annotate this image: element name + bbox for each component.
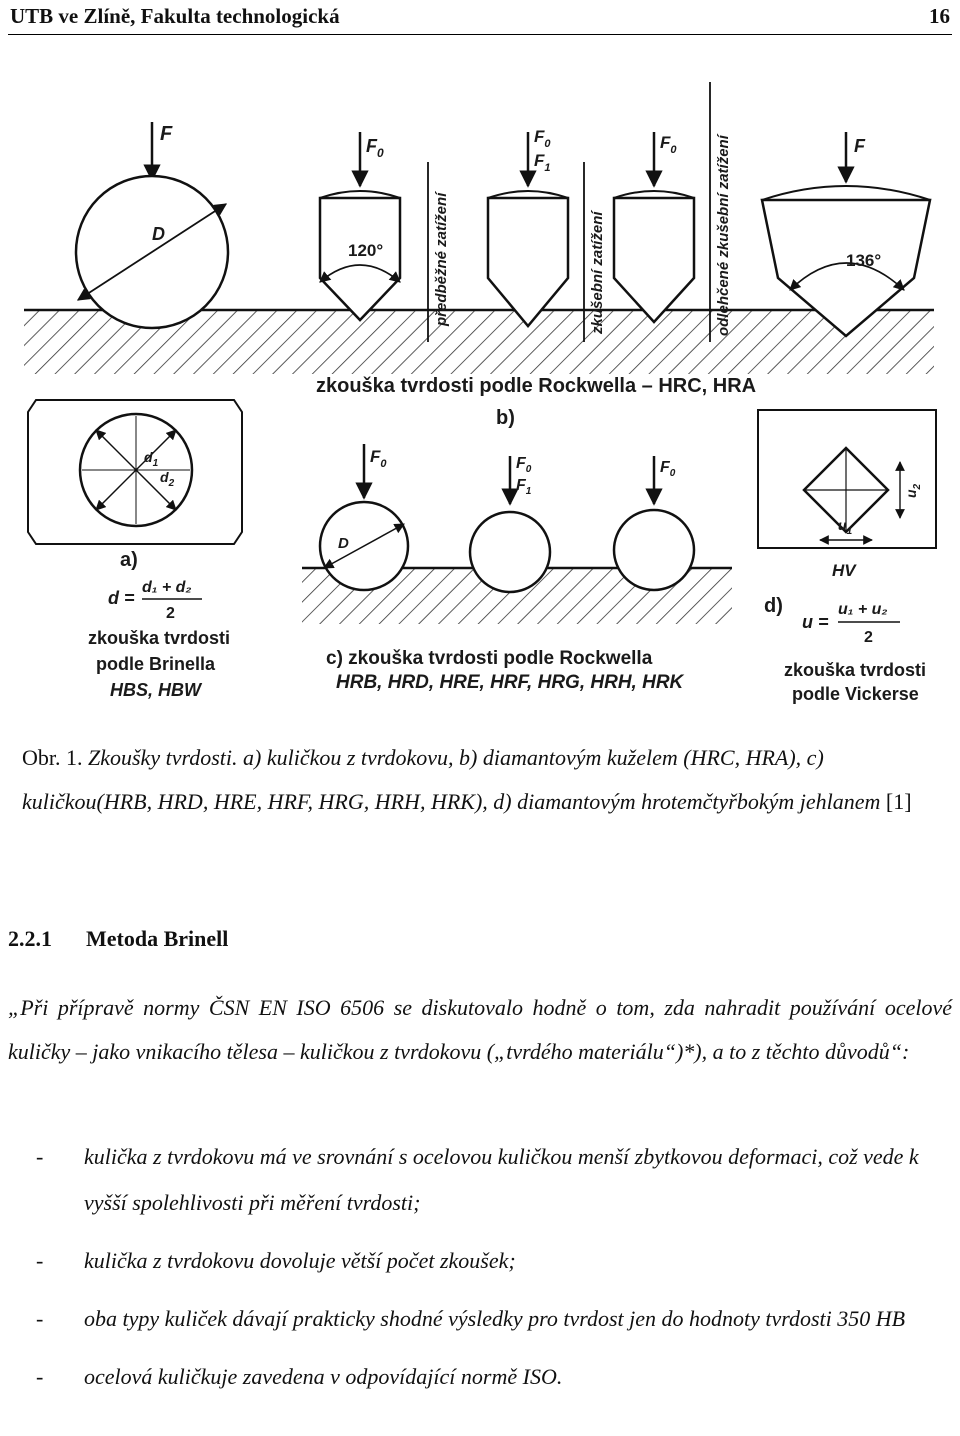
panel-c-line1: c) zkouška tvrdosti podle Rockwella <box>326 648 653 669</box>
svg-text:d2: $d_2$ <box>160 469 175 489</box>
label-F1-c2: F <box>516 477 526 494</box>
svg-text:F0: $F_0$ <box>534 127 551 150</box>
section-number: 2.2.1 <box>8 926 52 951</box>
panel-a-line2: podle Brinella <box>96 654 216 674</box>
svg-text:F0: $F_0$ <box>370 447 387 470</box>
list-dash: - <box>36 1306 44 1331</box>
panel-d-formula-den: 2 <box>864 629 873 646</box>
label-u1: u <box>838 517 847 533</box>
list-item <box>8 1296 952 1342</box>
svg-text:u2: $u_2$ <box>903 483 923 498</box>
panel-d-letter: d) <box>764 595 783 617</box>
label-F0-c2: F <box>516 455 526 472</box>
label-u2: u <box>903 489 919 498</box>
list-item-text: kulička z tvrdokovu má ve srovnání s ocelovou kuličkou menší zbytkovou deformaci, což vede k vyšší spolehlivosti při měření tvrdosti; <box>84 1144 919 1215</box>
hardness-tests-figure <box>20 52 954 712</box>
caption-ref: [1] <box>880 789 912 814</box>
angle-120: 120° <box>348 241 384 260</box>
panel-a-formula-lhs: d = <box>108 588 135 608</box>
svg-text:u1: $u_1$ <box>838 517 853 537</box>
page-header <box>8 0 952 35</box>
label-F0-c3: F <box>660 459 670 476</box>
reasons-list <box>8 1134 952 1412</box>
panel-a-line3: HBS, HBW <box>110 680 201 700</box>
label-d1: d <box>144 449 153 465</box>
label-F-d: F <box>854 136 865 156</box>
panel-b-letter: b) <box>496 407 515 429</box>
panel-b-line1: zkouška tvrdosti podle Rockwella – HRC, HRA <box>316 375 757 397</box>
figure-caption <box>22 736 952 824</box>
label-d2: d <box>160 469 169 485</box>
list-item <box>8 1238 952 1284</box>
section-title: Metoda Brinell <box>86 926 229 951</box>
list-dash: - <box>36 1364 44 1389</box>
rockwell-cone-unloaded <box>614 82 732 342</box>
panel-a-formula-num: d₁ + d₂ <box>142 579 192 596</box>
label-F0-2: F <box>534 127 545 146</box>
list-item-text: kulička z tvrdokovu dovoluje větší počet zkoušek; <box>84 1248 516 1273</box>
list-item <box>8 1134 952 1226</box>
rockwell-ball-row <box>302 444 732 624</box>
list-item <box>8 1354 952 1400</box>
label-F0-c1: F <box>370 447 381 466</box>
svg-text:d1: $d_1$ <box>144 449 159 469</box>
hardness-tests-diagram <box>20 52 954 712</box>
section-heading <box>8 926 228 952</box>
vickers-pyramid-side <box>762 132 930 336</box>
intro-paragraph: „Při přípravě normy ČSN EN ISO 6506 se diskutovalo hodně o tom, zda nahradit používání ocelové kuličky – jako vnikacího tělesa – kuličkou z tvrdokovu („tvrdého materiálu“)*), a to z těchto důvodů“: <box>8 995 952 1064</box>
svg-text:F0: $F_0$ <box>516 455 532 475</box>
svg-text:F0: $F_0$ <box>660 133 677 156</box>
label-D-top: D <box>152 224 165 244</box>
panel-d-line1: zkouška tvrdosti <box>784 660 927 680</box>
label-D-bottom: D <box>338 535 349 552</box>
svg-text:F0: $F_0$ <box>366 136 384 160</box>
svg-text:F0: $F_0$ <box>660 459 676 479</box>
label-F1-2: F <box>534 151 545 170</box>
panel-c-line2: HRB, HRD, HRE, HRF, HRG, HRH, HRK <box>336 672 684 693</box>
angle-136: 136° <box>846 251 882 270</box>
panel-a-line1: zkouška tvrdosti <box>88 628 231 648</box>
caption-text: Zkoušky tvrdosti. a) kuličkou z tvrdokovu, b) diamantovým kuželem (HRC, HRA), c) kuličkou(HRB, HRD, HRE, HRF, HRG, HRH, HRK), d) diamantovým hrotemčtyřbokým jehlanem <box>22 745 881 814</box>
caption-prefix: Obr. 1. <box>22 745 83 770</box>
label-HV: HV <box>832 561 856 580</box>
vertical-label-odlehcene: odlehčené zkušební zatížení <box>715 135 732 336</box>
panel-d-formula-num: u₁ + u₂ <box>838 601 888 618</box>
list-dash: - <box>36 1144 44 1169</box>
panel-a-letter: a) <box>120 549 138 571</box>
label-F0-3: F <box>660 133 671 152</box>
vertical-label-predbezne: předběžné zatížení <box>433 192 450 326</box>
panel-a-formula-den: 2 <box>166 605 175 622</box>
vickers-top-view <box>758 410 936 580</box>
panel-d-formula-lhs: u = <box>802 612 829 632</box>
svg-text:F1: $F_1$ <box>516 477 532 497</box>
svg-text:F1: $F_1$ <box>534 151 551 174</box>
list-item-text: oba typy kuliček dávají prakticky shodné výsledky pro tvrdost jen do hodnoty tvrdosti 350 HB <box>84 1306 906 1331</box>
brinell-top-view <box>28 400 242 544</box>
vertical-label-zkusebni: zkušební zatížení <box>589 211 606 334</box>
page-number: 16 <box>929 4 950 28</box>
brinell-ball <box>76 122 228 328</box>
label-F0-1: F <box>366 136 377 156</box>
list-item-text: ocelová kuličkuje zavedena v odpovídající normě ISO. <box>84 1364 563 1389</box>
label-F-a: F <box>160 123 173 145</box>
header-title: UTB ve Zlíně, Fakulta technologická <box>10 4 340 28</box>
panel-d-line2: podle Vickerse <box>792 684 919 704</box>
list-dash: - <box>36 1248 44 1273</box>
